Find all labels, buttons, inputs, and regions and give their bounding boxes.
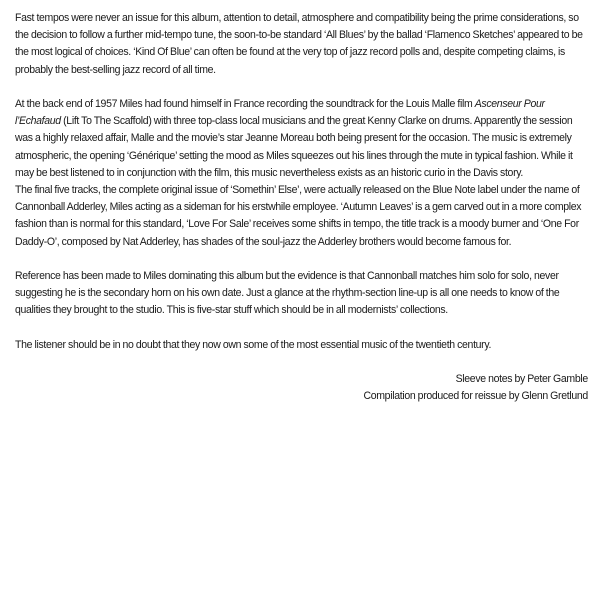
sleeve-notes-page [15,10,588,406]
credits [15,371,588,405]
compilation-credit: Compilation produced for reissue by Glenn Gretlund [363,390,588,403]
paragraph-somethin-else: The final five tracks, the complete original issue of ‘Somethin’ Else’, were actually released on the Blue Note label under the name of Cannonball Adderley, Miles acting as a sideman for his erstwhile employee. ‘Autumn Leaves’ is a gem carved out in a more complex fashion than is normal for this standard, ‘Love For Sale’ receives some shifts in tempo, the title track is a moody burner and ‘One For Daddy-O’, composed by Nat Adderley, has shades of the soul-jazz the Adderley brothers would become famous for. [15,184,582,248]
paragraph-ascenseur [15,96,588,182]
paragraph-ascenseur-text-end: (Lift To The Scaffold) with three top-class local musicians and the great Kenny Clarke on drums. Apparently the session was a highly relaxed affair, Malle and the movie’s star Jeanne Moreau both being present for the occasion. The music is extremely atmospheric, the opening ‘Générique’ setting the mood as Miles squeezes out his lines through the mute in typical fashion. While it may be best listened to in conjunction with the film, this music nevertheless exists as an historic curio in the Davis story. [15,115,573,179]
film-title: Ascenseur Pour l’Echafaud [15,98,545,128]
paragraph-ascenseur-text-start: At the back end of 1957 Miles had found himself in France recording the soundtrack for the Louis Malle film [15,98,475,110]
paragraph-kind-of-blue: Fast tempos were never an issue for this album, attention to detail, atmosphere and compatibility being the prime considerations, so the decision to follow a further mid-tempo tune, the soon-to-be standard ‘All Blues’ by the ballad ‘Flamenco Sketches’ appeared to be the most logical of choices. ‘Kind Of Blue’ can often be found at the very top of jazz record polls and, despite competing claims, is probably the best-selling jazz record of all time. [15,12,583,76]
paragraph-listener: The listener should be in no doubt that they now own some of the most essential music of the twentieth century. [15,338,492,351]
paragraph-cannonball: Reference has been made to Miles dominating this album but the evidence is that Cannonball matches him solo for solo, never suggesting he is the secondary horn on his own date. Just a glance at the rhythm-section line-up is all one needs to know of the qualities they brought to the studio. This is five-star stuff which should be in all modernists’ collections. [15,270,560,317]
sleeve-notes-credit: Sleeve notes by Peter Gamble [455,373,588,386]
